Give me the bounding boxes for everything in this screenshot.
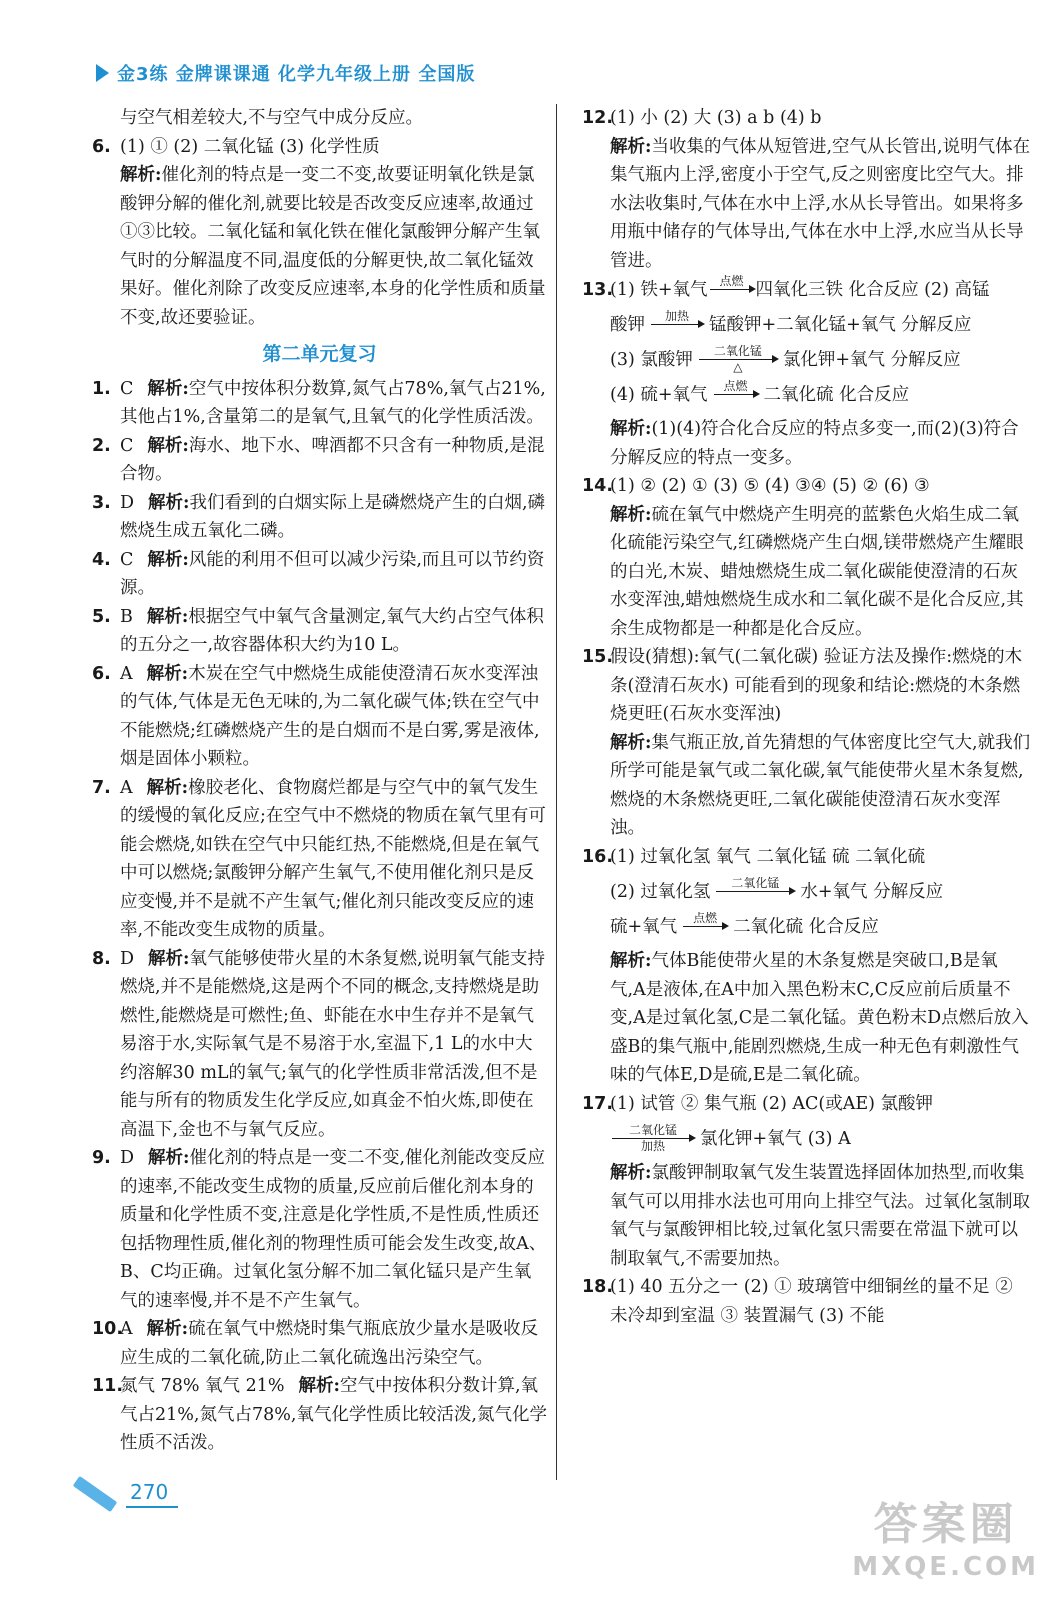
reaction-arrow <box>612 1124 694 1153</box>
question-16 <box>582 843 1032 1090</box>
question-number: 17. <box>582 1093 614 1114</box>
question-number: 11. <box>92 1376 124 1396</box>
question-number: 4. <box>92 549 111 570</box>
explanation-text: 氧气能够使带火星的木条复燃,说明氧气能支持燃烧,并不是能燃烧,这是两个不同的概念,支持燃烧是助燃性,能燃烧是可燃性;鱼、虾能在水中生存并不是氧气易溶于水,实际氧气是不易溶于水,室温下,1 L的水中大约溶解30 mL的氧气;氧气的化学性质非常活泼,但不是能与所有的物质发生化学反应,如真金不怕火炼,即使在高温下,金也不与氧气反应。 <box>120 948 546 1140</box>
explanation <box>120 432 547 489</box>
explanation-text: 当收集的气体从短管进,空气从长管出,说明气体在集气瓶内上浮,密度小于空气,反之则密度比空气大。排水法收集时,气体在水中上浮,水从长导管出。如果将多用瓶中储存的气体导出,气体在水中上浮,水应当从长导管进。 <box>610 136 1031 271</box>
explanation-label: 解析: <box>610 1163 652 1183</box>
explanation <box>120 945 547 1145</box>
reaction-arrow <box>714 380 758 409</box>
answer-text: (1) 40 五分之一 (2) ① 玻璃管中细铜丝的量不足 ② 未冷却到室温 ③ 装置漏气 (3) 不能 <box>610 1277 1013 1326</box>
reaction-arrow <box>683 912 727 941</box>
answer-text: (1) 试管 ② 集气瓶 (2) AC(或AE) 氯酸钾 <box>610 1093 934 1114</box>
answer-text: (1) 过氧化氢 氧气 二氧化锰 硫 二氧化硫 <box>610 846 926 867</box>
question-12 <box>582 104 1032 275</box>
answer-choice: C <box>120 549 134 570</box>
arrow-condition: 二氧化锰 <box>731 876 780 890</box>
explanation-label: 解析: <box>148 492 190 513</box>
question-number: 1. <box>92 378 111 399</box>
reaction-arrow <box>699 345 777 374</box>
pen-icon <box>73 1476 118 1512</box>
explanation-label: 解析: <box>146 606 189 627</box>
reaction-arrow <box>716 877 794 906</box>
triangle-icon <box>96 64 109 82</box>
answer-choice: C <box>120 435 134 456</box>
question-number: 6. <box>92 136 111 157</box>
explanation-label: 解析: <box>610 136 652 157</box>
arrow-condition: 加热 <box>664 309 689 323</box>
review-item <box>92 375 547 432</box>
explanation-text: 根据空气中氧气含量测定,氧气大约占空气体积的五分之一,故容器体积大约为10 L。 <box>120 606 544 655</box>
answer-text: (1) ① (2) 二氧化锰 (3) 化学性质 <box>120 136 380 157</box>
reactants: (1) 铁+氧气 <box>610 279 708 300</box>
explanation <box>92 161 547 332</box>
explanation-text: 硫在氧气中燃烧产生明亮的蓝紫色火焰生成二氧化硫能污染空气,红磷燃烧产生白烟,镁带燃烧产生耀眼的白光,木炭、蜡烛燃烧生成二氧化碳能使澄清的石灰水变浑浊,蜡烛燃烧生成水和二氧化碳不是化合反应,其余生成物都是一种都是化合反应。 <box>610 504 1024 639</box>
explanation-label: 解析: <box>147 435 189 456</box>
equation-2 <box>582 912 1032 941</box>
review-item <box>92 1372 547 1458</box>
left-column <box>92 104 547 1458</box>
question-13 <box>582 275 1032 472</box>
answer-text: (1) ② (2) ① (3) ⑤ (4) ③④ (5) ② (6) ③ <box>610 476 930 496</box>
question-number: 9. <box>92 1148 111 1168</box>
explanation <box>582 947 1032 1090</box>
section-title: 第二单元复习 <box>262 343 377 365</box>
answer-text: 假设(猜想):氧气(二氧化碳) 验证方法及操作:燃烧的木条(澄清石灰水) 可能看到的现象和结论:燃烧的木条燃烧更旺(石灰水变浑浊) <box>610 647 1023 724</box>
explanation <box>120 774 547 945</box>
reactants: 酸钾 <box>610 314 645 335</box>
equation-1 <box>610 275 990 304</box>
question-14 <box>582 472 1032 643</box>
continuation-text: 与空气相差较大,不与空气中成分反应。 <box>120 108 424 128</box>
arrow-condition: 点燃 <box>723 379 748 393</box>
explanation <box>582 133 1032 276</box>
explanation-text: 木炭在空气中燃烧生成能使澄清石灰水变浑浊的气体,气体是无色无味的,为二氧化碳气体;铁在空气中不能燃烧;红磷燃烧产生的是白烟而不是白雾,雾是液体,烟是固体小颗粒。 <box>120 663 540 769</box>
arrow-condition: 点燃 <box>719 274 744 288</box>
review-item <box>92 603 547 660</box>
explanation <box>120 1144 547 1315</box>
equation-1 <box>582 877 1032 906</box>
question-number: 13. <box>582 279 614 300</box>
explanation-text: 集气瓶正放,首先猜想的气体密度比空气大,就我们所学可能是氧气或二氧化碳,氧气能使带火星木条复燃,燃烧的木条燃烧更旺,二氧化碳能使澄清石灰水变浑浊。 <box>610 732 1031 838</box>
explanation <box>120 489 547 546</box>
header-title: 金3练 金牌课课通 化学九年级上册 全国版 <box>117 64 476 85</box>
products: 二氧化硫 化合反应 <box>763 384 910 405</box>
explanation-text: 我们看到的白烟实际上是磷燃烧产生的白烟,磷燃烧生成五氧化二磷。 <box>120 492 546 541</box>
question-number: 3. <box>92 492 111 513</box>
explanation <box>582 1159 1032 1273</box>
explanation-label: 解析: <box>146 1319 189 1339</box>
question-number: 7. <box>92 777 111 798</box>
explanation-text: 海水、地下水、啤酒都不只含有一种物质,是混合物。 <box>120 435 545 484</box>
products: 四氧化三铁 化合反应 (2) 高锰 <box>755 279 990 300</box>
answer-choice: D <box>120 948 135 969</box>
explanation-label: 解析: <box>610 419 652 439</box>
answer-choice: B <box>120 606 133 627</box>
reaction-arrow <box>710 275 754 304</box>
question-number: 12. <box>582 108 614 128</box>
explanation-text: 硫在氧气中燃烧时集气瓶底放少量水是吸收反应生成的二氧化硫,防止二氧化硫逸出污染空气。 <box>120 1319 539 1368</box>
explanation-text: 空气中按体积分数算,氮气占78%,氧气占21%,其他占1%,含量第二的是氧气,且氧气的化学性质活泼。 <box>120 378 546 427</box>
reaction-arrow <box>651 310 703 339</box>
arrow-condition: 二氧化锰 <box>713 344 762 358</box>
reactants: (4) 硫+氧气 <box>610 384 708 405</box>
arrow-condition-below: 加热 <box>640 1139 665 1153</box>
answer-choice: D <box>120 1148 135 1168</box>
answer-choice: A <box>120 777 133 798</box>
explanation-text: 气体B能使带火星的木条复燃是突破口,B是氧气,A是液体,在A中加入黑色粉末C,C反应前后质量不变,A是过氧化氢,C是二氧化锰。黄色粉末D点燃后放入盛B的集气瓶中,能剧烈燃烧,生成一种无色有刺激性气味的气体E,D是硫,E是二氧化硫。 <box>610 951 1029 1085</box>
explanation-text: 氯酸钾制取氧气发生装置选择固体加热型,而收集氧气可以用排水法也可用向上排空气法。过氧化氢制取氧气与氯酸钾相比较,过氧化氢只需要在常温下就可以制取氧气,不需要加热。 <box>610 1163 1030 1269</box>
products: 氯化钾+氧气 分解反应 <box>782 349 961 370</box>
explanation-label: 解析: <box>610 504 652 525</box>
arrow-condition: 点燃 <box>693 911 718 925</box>
equation-4 <box>582 380 1032 409</box>
explanation <box>120 375 547 432</box>
products: 水+氧气 分解反应 <box>800 881 944 902</box>
watermark-url: MXQE.COM <box>852 1552 1039 1582</box>
question-number: 18. <box>582 1277 614 1297</box>
explanation <box>120 660 547 774</box>
explanation-label: 解析: <box>147 378 189 399</box>
review-item <box>92 774 547 945</box>
explanation <box>582 729 1032 843</box>
question-number: 6. <box>92 663 111 684</box>
answer-text: (1) 小 (2) 大 (3) a b (4) b <box>610 108 822 128</box>
answer-choice: 氮气 78% 氧气 21% <box>120 1376 285 1396</box>
explanation-text: 空气中按体积分数计算,氧气占21%,氮气占78%,氧气化学性质比较活泼,氮气化学性质不活泼。 <box>120 1376 547 1453</box>
explanation-text: 催化剂的特点是一变二不变,催化剂能改变反应的速率,不能改变生成物的质量,反应前后催化剂本身的质量和化学性质不变,注意是化学性质,不是性质,性质还包括物理性质,催化剂的物理性质可能会发生改变,故A、B、C均正确。过氧化氢分解不加二氧化锰只是产生氧气的速率慢,并不是不产生氧气。 <box>120 1148 547 1311</box>
question-15 <box>582 643 1032 843</box>
explanation <box>582 501 1032 644</box>
page-footer <box>72 1480 178 1508</box>
explanation-text: 催化剂的特点是一变二不变,故要证明氧化铁是氯酸钾分解的催化剂,就要比较是否改变反应速率,故通过①③比较。二氧化锰和氧化铁在催化氯酸钾分解产生氧气时的分解温度不同,温度低的分解更快,故二氧化锰效果好。催化剂除了改变反应速率,本身的化学性质和质量不变,故还要验证。 <box>120 165 546 328</box>
products: 二氧化硫 化合反应 <box>733 916 879 937</box>
equation-3 <box>582 345 1032 374</box>
explanation-label: 解析: <box>146 777 189 798</box>
answer-choice: A <box>120 1319 133 1339</box>
reactants: 硫+氧气 <box>610 916 678 937</box>
explanation-label: 解析: <box>148 948 190 969</box>
equation-2 <box>582 310 1032 339</box>
review-item <box>92 1315 547 1372</box>
review-item <box>92 489 547 546</box>
page-header <box>96 60 475 86</box>
review-item <box>92 432 547 489</box>
answer-choice: D <box>120 492 135 513</box>
explanation-text: (1)(4)符合化合反应的特点多变一,而(2)(3)符合分解反应的特点一变多。 <box>610 419 1019 468</box>
explanation-text: 风能的利用不但可以减少污染,而且可以节约资源。 <box>120 549 545 598</box>
answer-choice: C <box>120 378 134 399</box>
question-number: 15. <box>582 647 614 667</box>
answer-choice: A <box>120 663 133 684</box>
explanation-label: 解析: <box>298 1376 340 1396</box>
review-items-list <box>92 375 547 1458</box>
reactants: (3) 氯酸钾 <box>610 349 693 370</box>
review-item <box>92 546 547 603</box>
explanation <box>120 1315 547 1372</box>
reactants: (2) 过氧化氢 <box>610 881 711 902</box>
explanation-text: 橡胶老化、食物腐烂都是与空气中的氧气发生的缓慢的氧化反应;在空气中不燃烧的物质在氧气里有可能会燃烧,如铁在空气中只能红热,不能燃烧,但是在氧气中可以燃烧;氯酸钾分解产生氧气,不使用催化剂只是反应变慢,并不是就不产生氧气;催化剂只能改变反应的速率,不能改变生成物的质量。 <box>120 777 546 940</box>
equation-1 <box>582 1124 1032 1153</box>
question-number: 16. <box>582 846 614 867</box>
arrow-condition-below: △ <box>733 360 743 374</box>
right-column <box>582 104 1032 1330</box>
explanation <box>582 415 1032 472</box>
explanation <box>120 603 547 660</box>
explanation-label: 解析: <box>120 165 162 185</box>
explanation-label: 解析: <box>146 663 189 684</box>
arrow-condition: 二氧化锰 <box>628 1123 677 1137</box>
review-item <box>92 1144 547 1315</box>
watermark <box>852 1488 1039 1582</box>
page-number: 270 <box>126 1480 178 1508</box>
question-number: 10. <box>92 1319 124 1339</box>
review-item <box>92 945 547 1145</box>
question-number: 2. <box>92 435 111 456</box>
products: 氯化钾+氧气 (3) A <box>700 1128 851 1149</box>
explanation-label: 解析: <box>610 951 652 971</box>
question-number: 8. <box>92 948 111 969</box>
explanation-label: 解析: <box>147 549 189 570</box>
explanation-label: 解析: <box>148 1148 190 1168</box>
explanation <box>120 1372 547 1458</box>
question-18 <box>582 1273 1032 1330</box>
explanation <box>120 546 547 603</box>
question-17 <box>582 1090 1032 1274</box>
column-divider <box>556 104 557 1480</box>
left-question-6 <box>92 133 547 333</box>
explanation-label: 解析: <box>610 732 652 753</box>
question-number: 14. <box>582 476 614 496</box>
watermark-title: 答案圈 <box>873 1499 1018 1550</box>
review-item <box>92 660 547 774</box>
products: 锰酸钾+二氧化锰+氧气 分解反应 <box>709 314 972 335</box>
question-number: 5. <box>92 606 111 627</box>
